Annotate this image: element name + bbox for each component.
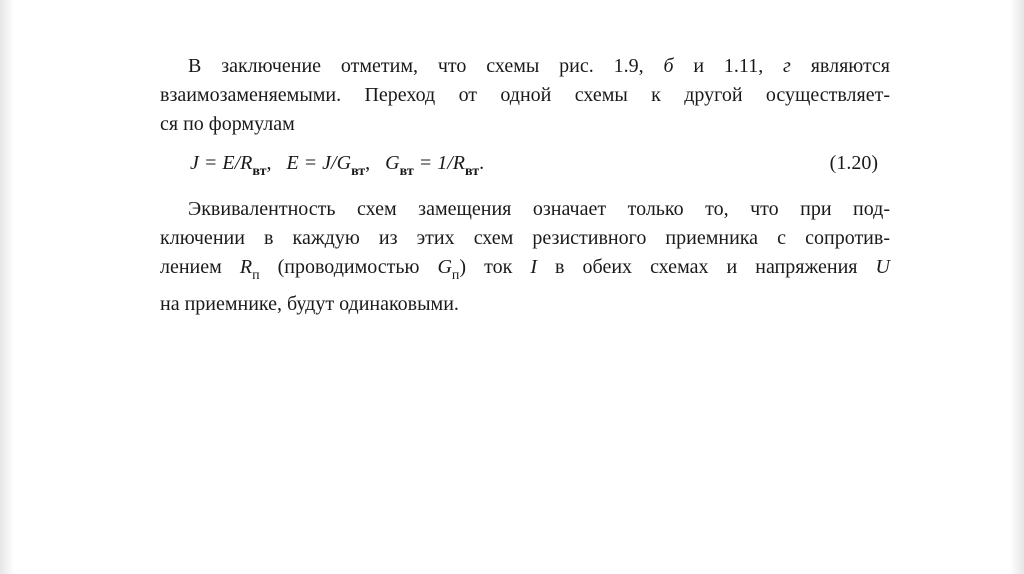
p2-l3-text-a: лением	[160, 256, 240, 278]
paragraph-2-line-2: ключении в каждую из этих схем резистивного приемника с сопротив-	[160, 227, 890, 249]
formula-sub-4: вт	[464, 164, 480, 179]
paragraph-2-line-3	[160, 253, 890, 290]
formula-part-2: E = J/G	[286, 152, 352, 174]
formula-sep-2: ,	[365, 152, 386, 174]
paragraph-2	[160, 195, 890, 319]
formula-sub-3: вт	[399, 164, 414, 179]
formula-part-4: = 1/R	[413, 152, 465, 174]
left-edge-shadow	[0, 0, 14, 574]
p1-l1-text-c: и 1.11,	[673, 55, 784, 77]
p1-l1-text-a: В заключение отметим, что схемы рис. 1.9,	[188, 55, 664, 77]
formula-end: .	[479, 152, 485, 174]
p1-l1-fig-d: г	[783, 55, 791, 77]
formula-part-1: J = E/R	[190, 152, 253, 174]
paragraph-2-line-4: на приемнике, будут одинаковыми.	[160, 293, 459, 315]
formula-sep-1: ,	[266, 152, 287, 174]
paragraph-1-line-3: ся по формулам	[160, 113, 295, 135]
p2-l3-text-d: (проводимостью	[259, 256, 438, 278]
formula-part-3: G	[385, 152, 400, 174]
paragraph-1-line-2: взаимозаменяемыми. Переход от одной схемы к другой осуществляет-	[160, 84, 890, 106]
p2-l3-text-i: в обеих схемах и напряжения	[537, 256, 876, 278]
paragraph-1-line-1	[160, 52, 890, 81]
formula-sub-1: вт	[252, 164, 267, 179]
equation-number: (1.20)	[829, 152, 878, 174]
p2-l3-var-i: I	[530, 256, 538, 278]
p2-l3-var-g: G	[437, 256, 452, 278]
p2-l3-sub-g: п	[451, 268, 460, 283]
p2-l3-text-g: ) ток	[459, 256, 531, 278]
paragraph-1	[160, 52, 890, 139]
document-text-block	[160, 52, 890, 319]
p2-l3-sub-r: п	[252, 268, 260, 283]
p2-l3-var-r: R	[239, 256, 253, 278]
p1-l1-text-e: являются	[790, 55, 891, 77]
paragraph-2-line-1: Эквивалентность схем замещения означает только то, что при под-	[188, 198, 890, 220]
p1-l1-fig-b: б	[663, 55, 674, 77]
formula-sub-2: вт	[351, 164, 366, 179]
formula-1-20	[190, 149, 484, 186]
formula-row	[160, 145, 890, 191]
p2-l3-var-u: U	[875, 256, 890, 278]
right-edge-shadow	[1010, 0, 1024, 574]
